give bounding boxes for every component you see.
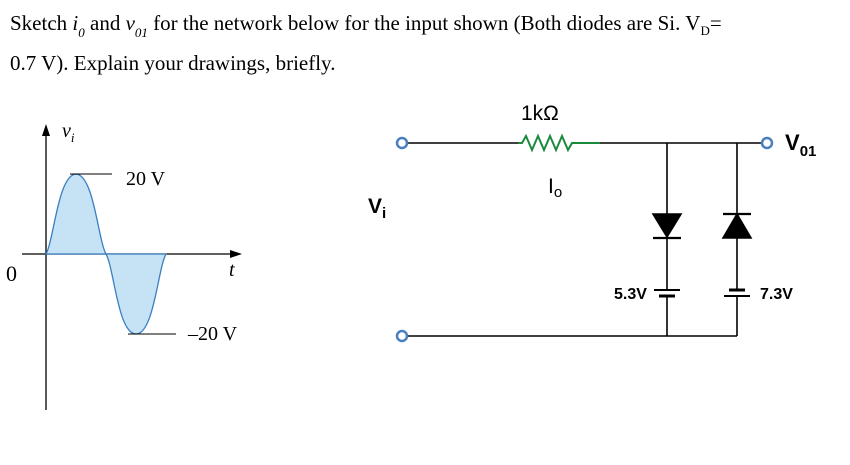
battery-2-label: 7.3V — [760, 286, 793, 303]
peak-label: 20 V — [126, 168, 166, 190]
output-voltage-label: $V_{01}$ — [785, 130, 817, 160]
current-label: Io — [548, 175, 563, 201]
waveform-y-arrow — [42, 124, 50, 136]
input-terminal-bottom — [397, 331, 407, 341]
trough-label: –20 V — [188, 323, 238, 345]
waveform-positive-half — [46, 174, 106, 254]
vo1-variable: v — [125, 11, 135, 35]
input-voltage-label: $V_i$ — [368, 195, 387, 222]
waveform-negative-half — [106, 254, 166, 334]
io-variable: i — [72, 11, 79, 35]
diode-2 — [723, 214, 751, 238]
battery-1-label: 5.3V — [614, 286, 647, 303]
diode-1 — [653, 214, 681, 237]
waveform-y-label: $v_i$ — [62, 120, 75, 145]
question-line-2: 0.7 V). Explain your drawings, briefly. — [10, 51, 336, 75]
input-waveform — [6, 120, 242, 410]
t-axis-label: t — [229, 259, 235, 281]
resistor-label: 1kΩ — [521, 102, 559, 125]
input-terminal-top — [397, 138, 407, 148]
resistor — [518, 136, 600, 150]
waveform-t-arrow — [230, 250, 242, 258]
output-terminal — [762, 138, 772, 148]
circuit — [404, 136, 762, 336]
question-line-1: Sketch $i_0$ and $v_{01}$ for the network below for the input shown (Both diodes are Si. $V_D=$ — [10, 11, 722, 40]
origin-label: 0 — [6, 261, 17, 286]
